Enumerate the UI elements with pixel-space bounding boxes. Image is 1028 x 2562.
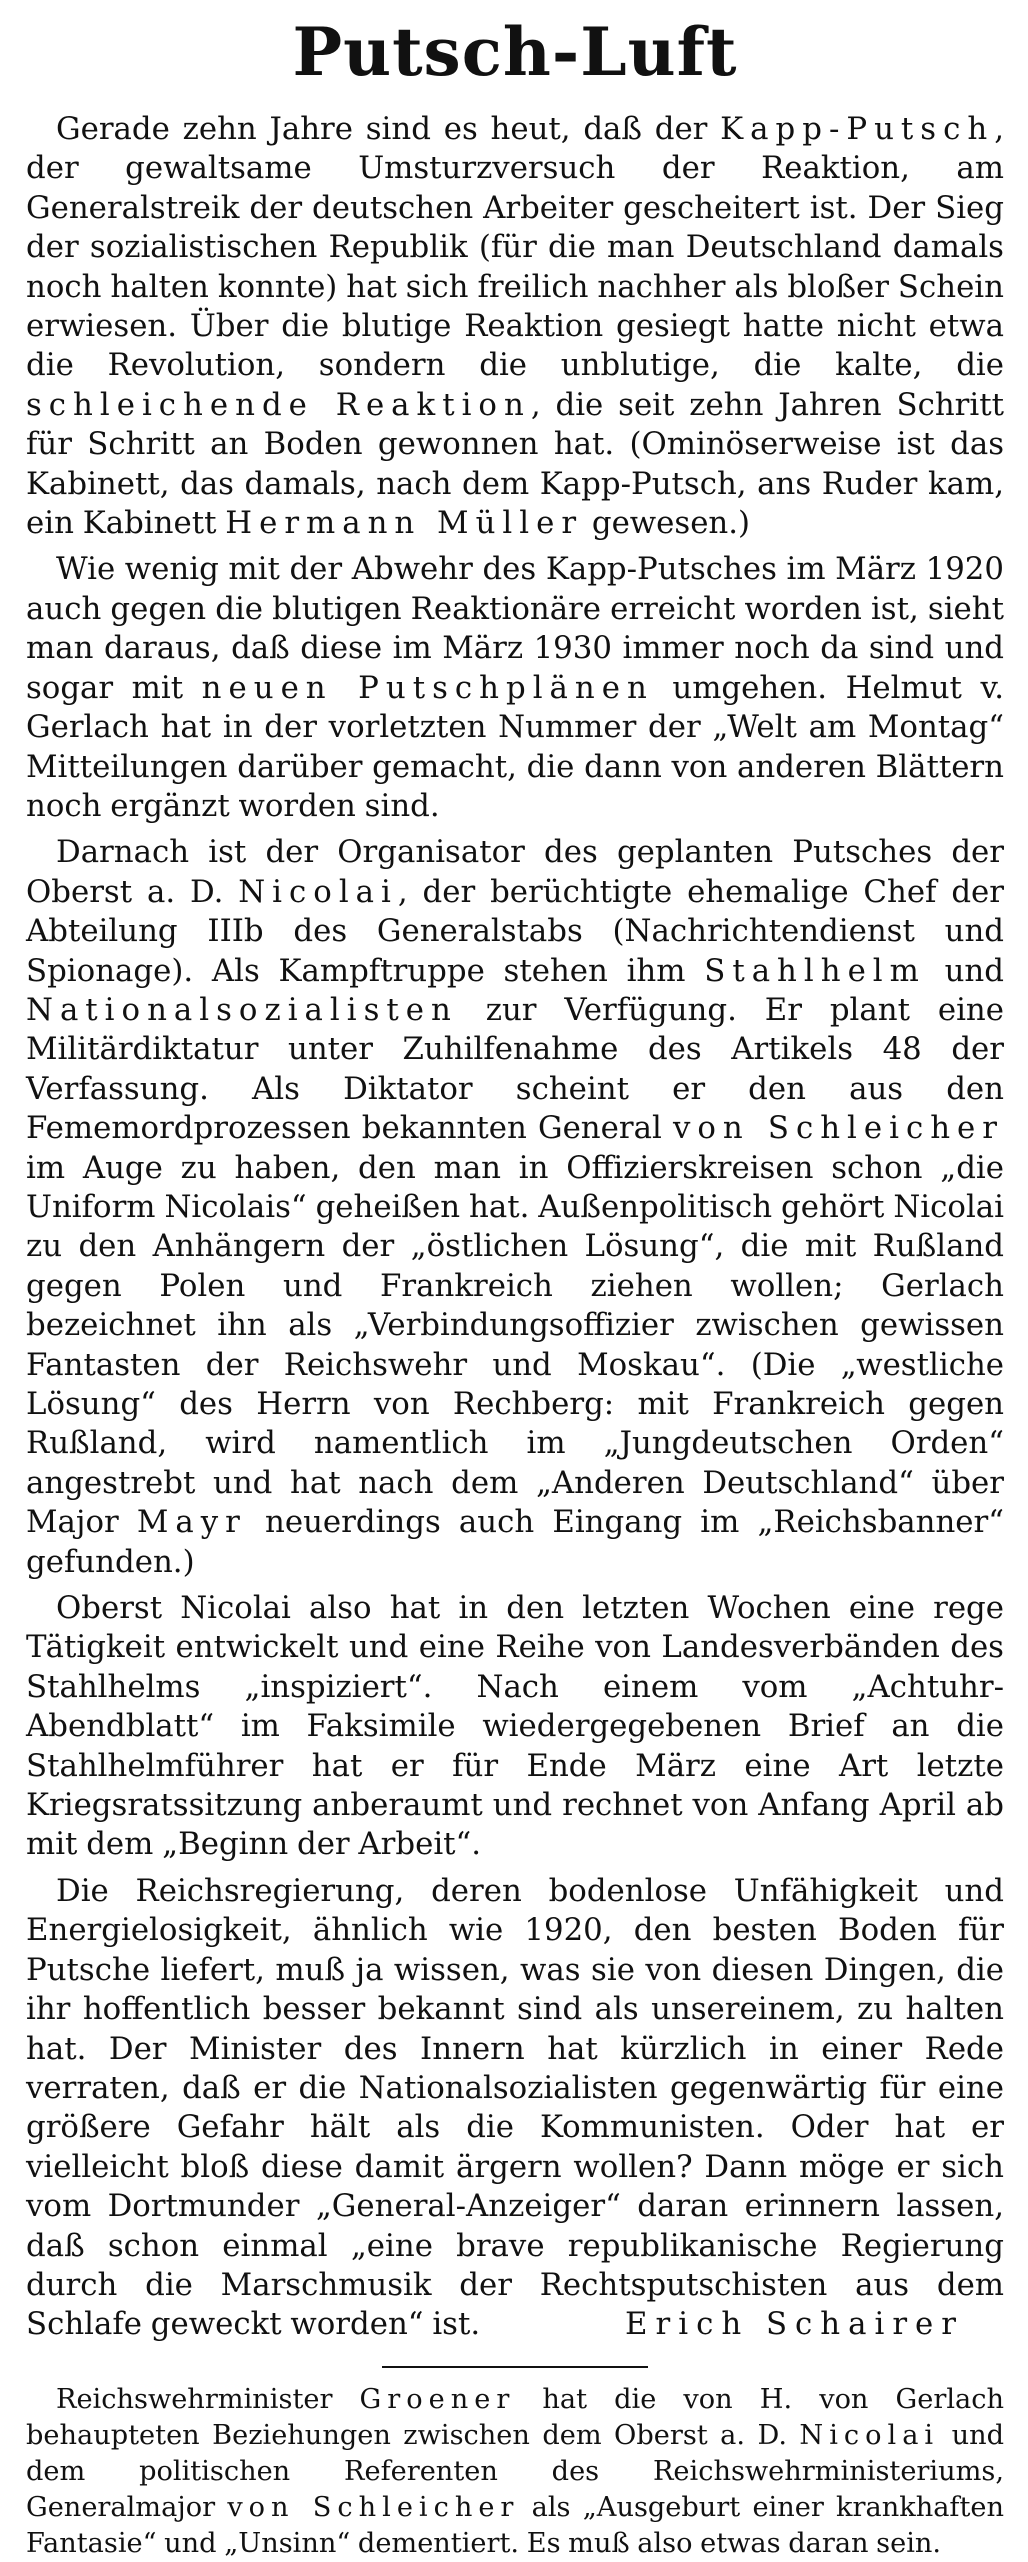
spaced-emphasis: Stahlhelm xyxy=(704,952,926,989)
spaced-emphasis: Mayr xyxy=(136,1504,247,1541)
author-signature: Erich Schairer xyxy=(625,2306,964,2343)
text-run: hat die von H. von Gerlach behaupteten Beziehungen zwischen dem Oberst a. D. xyxy=(26,2383,1004,2451)
article-paragraph-2 xyxy=(26,550,1004,826)
text-run: im Auge zu haben, den man in Offizierskreisen schon „die Uniform Nicolais“ geheißen hat. Außenpolitisch gehört Nicolai zu den Anhängern der „östlichen Lösung“, die mit Rußland gegen Polen und Frankreich ziehen wollen; Gerlach bezeichnet ihn als „Verbindungsoffizier zwischen gewissen Fantasten der Reichswehr und Moskau“. (Die „westliche Lösung“ des Herrn von Rechberg: mit Frankreich gegen Rußland, wird namentlich im „Jungdeutschen Orden“ angestrebt und hat nach dem „Anderen Deutschland“ über Major xyxy=(26,1149,1004,1541)
text-run: und xyxy=(925,952,1004,989)
separator-rule xyxy=(382,2366,648,2368)
text-run: und dem politischen Referenten des Reichswehrministeriums, Generalmajor xyxy=(26,2419,1004,2523)
text-run: , der gewaltsame Umsturzversuch der Reaktion, am Generalstreik der deutschen Arbeiter gescheitert ist. Der Sieg der sozialistischen Republik (für die man Deutschland damals noch halten konnte) hat sich freilich nachher als bloßer Schein erwiesen. Über die blutige Reaktion gesiegt hatte nicht etwa die Revolution, sondern die unblutige, die kalte, die xyxy=(26,111,1004,384)
text-run: , der berüchtigte ehemalige Chef der Abteilung IIIb des Generalstabs (Nachrichtendienst und Spionage). Als Kampftruppe stehen ihm xyxy=(26,873,1004,989)
text-run: gewesen.) xyxy=(583,505,751,542)
spaced-emphasis: schleichende Reaktion xyxy=(26,386,531,423)
article-paragraph-1 xyxy=(26,110,1004,543)
text-run: umgehen. Helmut v. Gerlach hat in der vorletzten Nummer der „Welt am Montag“ Mitteilungen darüber gemacht, die dann von anderen Blättern noch ergänzt worden sind. xyxy=(26,669,1004,824)
article-paragraph-5 xyxy=(26,1872,1004,2345)
article-paragraph-3 xyxy=(26,833,1004,1582)
text-run: Die Reichsregierung, deren bodenlose Unfähigkeit und Energielosigkeit, ähnlich wie 1920, den besten Boden für Putsche liefert, muß ja wissen, was sie von diesen Dingen, die ihr hoffentlich besser bekannt sind als unsereinem, zu halten hat. Der Minister des Innern hat kürzlich in einer Rede verraten, daß er die Nationalsozialisten gegenwärtig für eine größere Gefahr hält als die Kommunisten. Oder hat er vielleicht bloß diese damit ärgern wollen? Dann möge er sich vom Dortmunder „General-Anzeiger“ daran erinnern lassen, daß schon einmal „eine brave republikanische Regierung durch die Marschmusik der Rechtsputschisten aus dem Schlafe geweckt worden“ ist. xyxy=(26,1872,1004,2343)
text-run: Wie wenig mit der Abwehr des Kapp-Putsches im März 1920 auch gegen die blutigen Reaktionäre erreicht worden ist, sieht man daraus, daß diese im März 1930 immer noch da sind und sogar mit xyxy=(26,551,1004,706)
spaced-emphasis: Nicolai xyxy=(238,873,398,910)
text-run: Darnach ist der Organisator des geplanten Putsches der Oberst a. D. xyxy=(26,834,1004,910)
article-paragraph-4: Oberst Nicolai also hat in den letzten Wochen eine rege Tätigkeit entwickelt und eine Reihe von Landesverbänden des Stahlhelms „inspiziert“. Nach einem vom „Achtuhr-Abendblatt“ im Faksimile wiedergegebenen Brief an die Stahlhelmführer hat er für Ende März eine Art letzte Kriegsratssitzung anberaumt und rechnet von Anfang April ab mit dem „Beginn der Arbeit“. xyxy=(26,1590,1004,1863)
spaced-emphasis: Groener xyxy=(359,2383,516,2415)
text-run: Reichswehrminister xyxy=(56,2383,360,2415)
postscript-note xyxy=(26,2382,1004,2562)
spaced-emphasis: Nationalsozialisten xyxy=(26,991,458,1028)
spaced-emphasis: neuen Putschplänen xyxy=(201,669,654,706)
spaced-emphasis: Hermann Müller xyxy=(225,505,584,542)
text-run: Gerade zehn Jahre sind es heut, daß der xyxy=(56,111,721,147)
text-run: , die seit zehn Jahren Schritt für Schritt an Boden gewonnen hat. (Ominöserweise ist das Kabinett, das damals, nach dem Kapp-Putsch, ans Ruder kam, ein Kabinett xyxy=(26,386,1004,542)
article-title: Putsch-Luft xyxy=(292,13,738,91)
text-run: als „Ausgeburt einer krankhaften Fantasie“ und „Unsinn“ dementiert. Es muß also etwas daran sein. xyxy=(26,2491,1005,2559)
spaced-emphasis: von Schleicher xyxy=(672,1110,1004,1147)
spaced-emphasis: Kapp-Putsch xyxy=(720,111,995,147)
spaced-emphasis: Nicolai xyxy=(799,2419,940,2451)
spaced-emphasis: von Schleicher xyxy=(227,2491,520,2523)
text-run: neuerdings auch Eingang im „Reichsbanner“ gefunden.) xyxy=(26,1504,1004,1580)
text-run: zur Verfügung. Er plant eine Militärdiktatur unter Zuhilfenahme des Artikels 48 der Verfassung. Als Diktator scheint er den aus den Fememordprozessen bekannten General xyxy=(26,991,1004,1147)
